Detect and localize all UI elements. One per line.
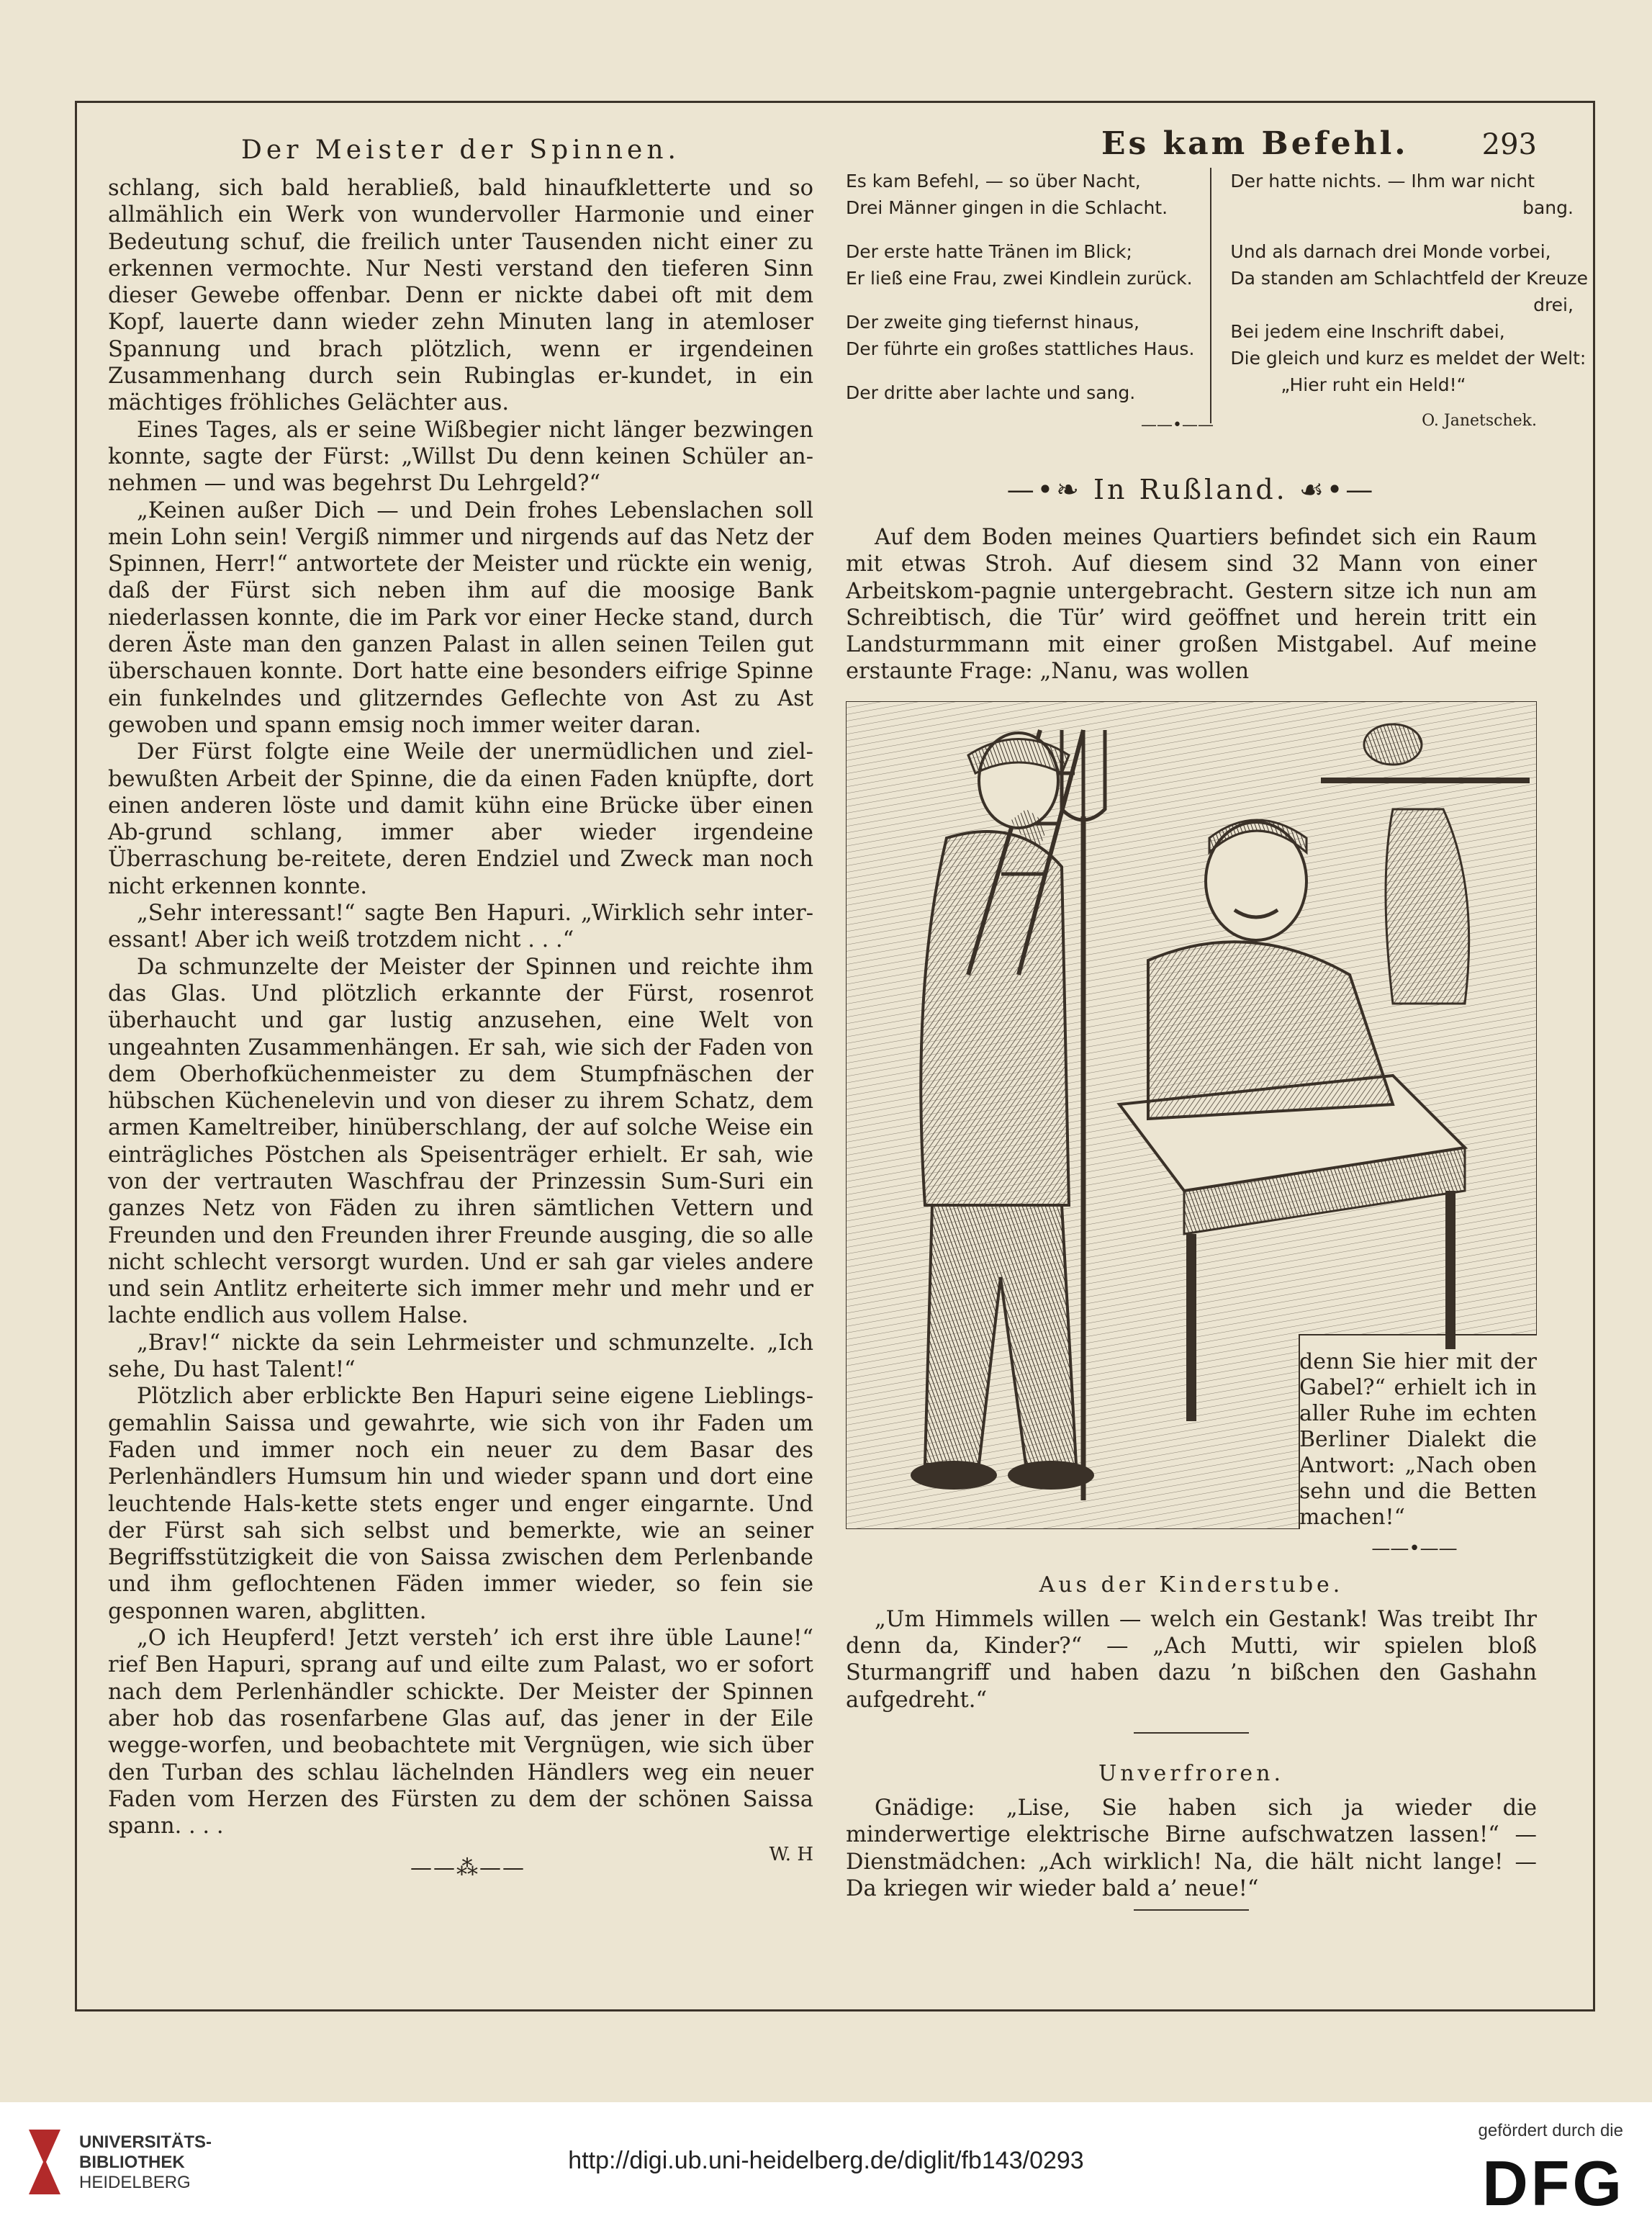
paragraph: „Um Himmels willen — welch ein Gestank! Was treibt Ihr denn da, Kinder?“ — „Ach Mutti, wir spielen bloß Sturmangriff und haben dazu ’n bißchen den Gashahn aufgedreht.“ xyxy=(846,1606,1537,1713)
poem-line: Bei jedem eine Inschrift dabei, xyxy=(1230,321,1505,342)
poem-line: Es kam Befehl, — so über Nacht, xyxy=(846,171,1141,192)
paragraph: „Sehr interessant!“ sagte Ben Hapuri. „Wirklich sehr inter-essant! Aber ich weiß trotzdem nicht . . .“ xyxy=(108,901,813,953)
university-name-line: UNIVERSITÄTS- xyxy=(79,2132,212,2152)
poem-right-column xyxy=(1211,168,1588,423)
section-title-russland: —•❧ In Rußland. ☙•— xyxy=(1006,474,1376,505)
poem-line: Da standen am Schlachtfeld der Kreuze xyxy=(1230,268,1588,289)
section-title-unverfroren: Unverfroren. xyxy=(1098,1760,1285,1786)
poem-author: O. Janetschek. xyxy=(1422,412,1537,430)
poem-line: Drei Männer gingen in die Schlacht. xyxy=(846,197,1168,218)
paragraph: schlang, sich bald herabließ, bald hinaufkletterte und so allmählich ein Werk von wundervoller Harmonie und einer Bedeutung schuf, die freilich unter Tausenden nicht einer zu erkennen vermochte. Nur Nesti verstand den tieferen Sinn dieser Gewebe offenbar. Denn er nickte dabei oft mit dem Kopf, lauerte dann wieder zehn Minuten lang in atemloser Spannung und brach plötzlich, wenn er irgendeinen Zusammenhang durch sein Rubinglas er-kundet, in ein mächtiges fröhliches Gelächter aus. xyxy=(108,176,813,416)
poem-line: Der erste hatte Tränen im Blick; xyxy=(846,241,1132,262)
stanza xyxy=(1230,168,1588,221)
funding-label: gefördert durch die xyxy=(1478,2121,1623,2140)
right-header xyxy=(846,125,1537,162)
signature: W. H xyxy=(769,1844,813,1866)
poem-line: Der führte ein großes stattliches Haus. xyxy=(846,338,1195,359)
running-head: Der Meister der Spinnen. xyxy=(241,135,680,165)
stanza xyxy=(846,379,1194,406)
university-name-line: HEIDELBERG xyxy=(79,2173,191,2192)
source-url-link[interactable]: http://digi.ub.uni-heidelberg.de/diglit/fb143/0293 xyxy=(568,2147,1084,2174)
section-title-kinderstube: Aus der Kinderstube. xyxy=(1039,1572,1344,1598)
end-ornament: ——⁂—— xyxy=(410,1855,525,1881)
paragraph: Eines Tages, als er seine Wißbegier nicht länger bezwingen konnte, sagte der Fürst: „Willst Du denn keinen Schüler an-nehmen — und was begehrst Du Lehrgeld?“ xyxy=(108,417,813,497)
stanza xyxy=(846,238,1194,292)
dfg-logo: DFG xyxy=(1482,2148,1625,2219)
footer-bar xyxy=(0,2102,1652,2221)
paragraph: Plötzlich aber erblickte Ben Hapuri seine eigene Lieblings-gemahlin Saissa und gewahrte, wie sich von ihr Faden um Faden und immer noch ein neuer zu dem Basar des Perlenhändlers Humsum hin und wieder spann und dort eine leuchtende Hals-kette stets enger und enger eingarnte. Und der Fürst sah sich selbst und bemerkte, wie an seiner Begriffsstützigkeit die von Saissa zwischen dem Perlenbande und ihm geflochtenen Fäden immer wieder, so fein sie gesponnen waren, abglitten. xyxy=(108,1384,813,1624)
stanza xyxy=(846,168,1194,221)
poem-line: Der hatte nichts. — Ihm war nicht xyxy=(1230,171,1535,192)
left-column xyxy=(108,130,813,1890)
poem-line: drei, xyxy=(1533,294,1574,315)
poem xyxy=(846,168,1588,423)
paragraph: „Brav!“ nickte da sein Lehrmeister und schmunzelte. „Ich sehe, Du hast Talent!“ xyxy=(108,1330,813,1383)
illustration-caption: denn Sie hier mit der Gabel?“ erhielt ich in aller Ruhe im echten Berliner Dialekt die Antwort: „Nach oben sehn und die Betten machen!“ xyxy=(1299,1348,1537,1530)
poem-ornament: ——•—— xyxy=(1141,416,1214,434)
poem-line: Der zweite ging tiefernst hinaus, xyxy=(846,312,1139,333)
paragraph: „O ich Heupferd! Jetzt versteh’ ich erst ihre üble Laune!“ rief Ben Hapuri, sprang auf und eilte zum Palast, wo er sofort nach dem Perlenhändler schickte. Der Meister der Spinnen aber hob das rosenfarbene Glas auf, das jener in der Eile wegge-worfen, und beobachtete mit Vergnügen, wie sich über den Turban des schlau lächelnden Händlers weg ein neuer Faden vom Herzen des Fürsten zu dem der schönen Saissa spann. . . . xyxy=(108,1626,813,1839)
poem-line: Der dritte aber lachte und sang. xyxy=(846,382,1136,403)
section-rule xyxy=(1134,1909,1249,1911)
paragraph: Der Fürst folgte eine Weile der unermüdlichen und ziel-bewußten Arbeit der Spinne, die da einen Faden knüpfte, dort einen anderen löste und damit kühn eine Brücke über einen Ab-grund schlang, immer aber wieder irgendeine Überraschung be-reitete, deren Endziel und Zweck man noch nicht erkennen konnte. xyxy=(108,739,813,899)
university-name-line: BIBLIOTHEK xyxy=(79,2153,185,2172)
section-rule xyxy=(1134,1732,1249,1734)
stanza xyxy=(1230,238,1588,398)
poem-line: „Hier ruht ein Held!“ xyxy=(1281,374,1466,395)
poem-line: bang. xyxy=(1522,197,1574,218)
paragraph: Da schmunzelte der Meister der Spinnen und reichte ihm das Glas. Und plötzlich erkannte der Fürst, rosenrot überhaucht und gar lustig anzusehen, eine Welt von ungeahnten Zusammenhängen. Er sah, wie sich der Faden von dem Oberhofküchenmeister zu dem Stumpfnäschen der hübschen Küchenelevin und von dieser zu ihrem Schatz, dem armen Kameltreiber, hinüberschlang, der auf solche Weise ein einträgliches Pöstchen als Speisenträger erhielt. Er sah, wie von der vertrauten Waschfrau der Prinzessin Sum-Suri ein ganzes Netz von Fäden zu ihren sämtlichen Vettern und Freunden und den Freunden ihrer Freunde ausging, die so alle nicht schlecht versorgt wurden. Und er sah gar vieles andere und sein Antlitz erheiterte sich immer mehr und mehr und er lachte endlich aus vollem Halse. xyxy=(108,954,813,1329)
section-ornament: ——•—— xyxy=(1371,1537,1458,1559)
poem-line: Und als darnach drei Monde vorbei, xyxy=(1230,241,1551,262)
poem-left-column xyxy=(846,168,1211,423)
illustration xyxy=(846,701,1537,1529)
poem-title: Es kam Befehl. xyxy=(1101,125,1409,162)
poem-line: Die gleich und kurz es meldet der Welt: xyxy=(1230,348,1586,369)
paragraph: Gnädige: „Lise, Sie haben sich ja wieder die minderwertige elektrische Birne aufschwatzen lassen!“ — Dienstmädchen: „Ach wirklich! Na, die hält nicht lange! — Da kriegen wir wieder bald a’ neue!“ xyxy=(846,1795,1537,1901)
stanza xyxy=(846,309,1194,362)
paragraph: „Keinen außer Dich — und Dein frohes Lebenslachen soll mein Lohn sein! Vergiß nimmer und nirgends auf das Netz der Spinnen, Herr!“ antwortete der Meister und rückte ein wenig, daß der Fürst sich neben ihm auf die moosige Bank niederlassen konnte, die im Park vor einer Hecke stand, durch deren Äste man den ganzen Palast in allen seinen Teilen gut überschauen konnte. Dort hatte eine besonders eifrige Spinne ein funkelndes und glitzerndes Geflechte von Ast zu Ast gewoben und spann emsig noch immer weiter daran. xyxy=(108,497,813,738)
right-column xyxy=(846,125,1588,1924)
poem-line: Er ließ eine Frau, zwei Kindlein zurück. xyxy=(846,268,1193,289)
page-number: 293 xyxy=(1481,128,1537,161)
paragraph: Auf dem Boden meines Quartiers befindet sich ein Raum mit etwas Stroh. Auf diesem sind 32 Mann von einer Arbeitskom-pagnie untergebracht. Gestern sitze ich nun am Schreibtisch, die Tür’ wird geöffnet und herein tritt ein Landsturmmann mit einer großen Mistgabel. Auf meine erstaunte Frage: „Nanu, was wollen xyxy=(846,525,1537,685)
